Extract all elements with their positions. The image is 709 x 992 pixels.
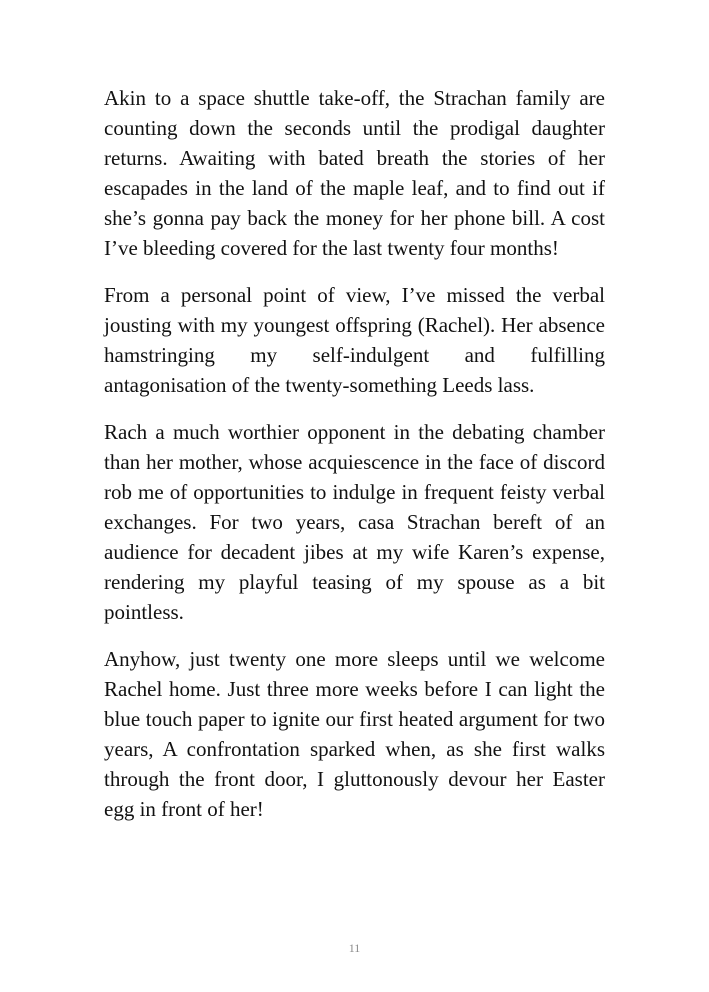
paragraph-4: Anyhow, just twenty one more sleeps until we welcome Rachel home. Just three more weeks before I can light the blue touch paper to ignite our first heated argument for two years, A confrontation sparked when, as she first walks through the front door, I gluttonously devour her Easter egg in front of her! [104,647,605,821]
paragraph-3: Rach a much worthier opponent in the debating chamber than her mother, whose acquiescence in the face of discord rob me of opportunities to indulge in frequent feisty verbal exchanges. For two years, casa Strachan bereft of an audience for decadent jibes at my wife Karen’s expense, rendering my playful teasing of my spouse as a bit pointless. [104,420,605,624]
body-text [104,83,605,841]
paragraph-2: From a personal point of view, I’ve missed the verbal jousting with my youngest offspring (Rachel). Her absence hamstringing my self-indulgent and fulfilling antagonisation of the twenty-something Leeds lass. [104,283,605,397]
paragraph-1: Akin to a space shuttle take-off, the Strachan family are counting down the seconds until the prodigal daughter returns. Awaiting with bated breath the stories of her escapades in the land of the maple leaf, and to find out if she’s gonna pay back the money for her phone bill. A cost I’ve bleeding covered for the last twenty four months! [104,86,605,260]
page-number: 11 [348,941,361,955]
